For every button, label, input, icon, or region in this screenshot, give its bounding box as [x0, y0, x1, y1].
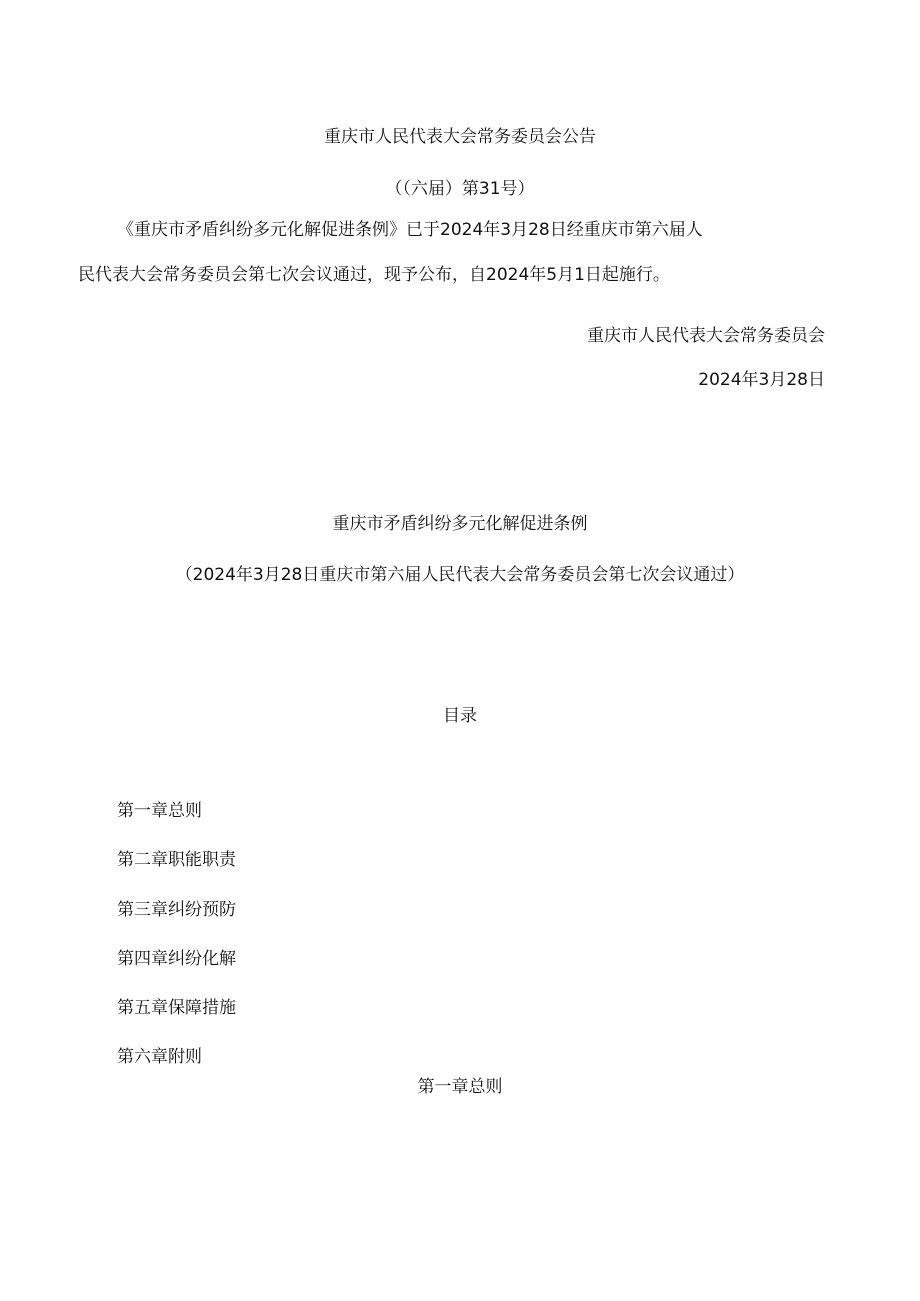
announcement-date: 2024年3月28日: [698, 370, 825, 390]
toc-item-chapter-1: 第一章总则: [117, 801, 202, 821]
announcement-issuer: 重庆市人民代表大会常务委员会: [587, 326, 825, 346]
announcement-body-line-2: 民代表大会常务委员会第七次会议通过，现予公布，自2024年5月1日起施行。: [78, 265, 670, 285]
toc-item-chapter-5: 第五章保障措施: [117, 998, 236, 1018]
toc-item-chapter-4: 第四章纠纷化解: [117, 949, 236, 969]
regulation-adoption-note: （2024年3月28日重庆市第六届人民代表大会常务委员会第七次会议通过）: [175, 565, 745, 585]
toc-item-chapter-2: 第二章职能职责: [117, 850, 236, 870]
toc-item-chapter-6: 第六章附则: [117, 1047, 202, 1067]
announcement-title: 重庆市人民代表大会常务委员会公告: [324, 127, 596, 147]
chapter-heading: 第一章总则: [417, 1077, 503, 1097]
toc-heading: 目录: [443, 706, 477, 726]
announcement-number: （（六届）第31号）: [385, 179, 535, 199]
announcement-body-line-1: 《重庆市矛盾纠纷多元化解促进条例》已于2024年3月28日经重庆市第六届人: [117, 220, 703, 240]
toc-item-chapter-3: 第三章纠纷预防: [117, 900, 236, 920]
regulation-title: 重庆市矛盾纠纷多元化解促进条例: [332, 514, 588, 534]
